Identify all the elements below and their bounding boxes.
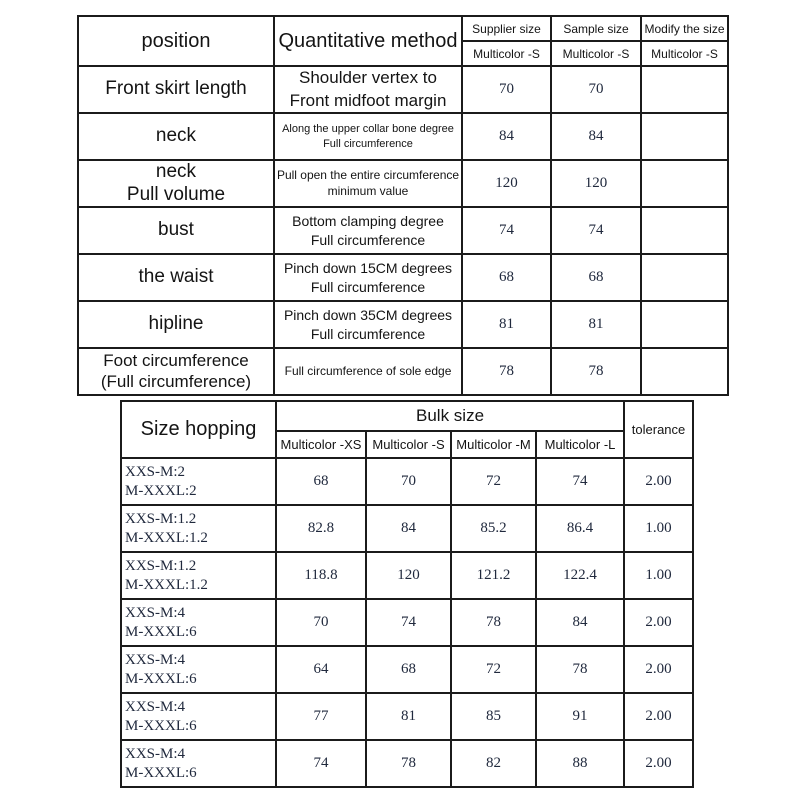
sample-value-cell: 68: [551, 254, 641, 301]
position-label: neck: [155, 125, 197, 147]
hop-label-line: M-XXXL:1.2: [125, 529, 208, 546]
position-label: the waist: [138, 266, 214, 288]
method-cell: [274, 301, 462, 348]
hop-label-cell: [121, 740, 276, 787]
position-cell: [78, 348, 274, 395]
hop-label-line: XXS-M:4: [125, 698, 186, 715]
position-cell: [78, 207, 274, 254]
sample-value-cell: 74: [551, 207, 641, 254]
position-cell: [78, 113, 274, 160]
tolerance-header: tolerance: [624, 401, 693, 458]
position-label: neck: [155, 161, 197, 183]
tolerance-value-cell: 2.00: [624, 693, 693, 740]
size-xs-value-cell: 64: [276, 646, 366, 693]
modify-value-cell: [641, 348, 728, 395]
tolerance-value-cell: 2.00: [624, 740, 693, 787]
tolerance-value-cell: 1.00: [624, 505, 693, 552]
size-s-value-cell: 81: [366, 693, 451, 740]
table-header-row: [121, 401, 693, 431]
hop-label-line: M-XXXL:6: [125, 623, 197, 640]
hop-label-line: XXS-M:4: [125, 604, 186, 621]
hop-label-cell: [121, 599, 276, 646]
size-xs-value-cell: 77: [276, 693, 366, 740]
sample-value-cell: 70: [551, 66, 641, 113]
modify-value-cell: [641, 160, 728, 207]
size-hopping-header: Size hopping: [121, 401, 276, 458]
table-row: [121, 693, 693, 740]
colorway-s-header: Multicolor -S: [366, 431, 451, 458]
sample-value-cell: 84: [551, 113, 641, 160]
bulk-size-header: Bulk size: [276, 401, 624, 431]
size-s-value-cell: 84: [366, 505, 451, 552]
modify-value-cell: [641, 113, 728, 160]
size-m-value-cell: 72: [451, 646, 536, 693]
colorway-m-header: Multicolor -M: [451, 431, 536, 458]
table-row: [78, 207, 728, 254]
table-row: [121, 599, 693, 646]
size-m-value-cell: 85: [451, 693, 536, 740]
size-l-value-cell: 86.4: [536, 505, 624, 552]
table-row: [78, 254, 728, 301]
supplier-value-cell: 70: [462, 66, 551, 113]
method-line: Full circumference: [310, 278, 426, 295]
method-line: Bottom clamping degree: [292, 213, 444, 230]
hop-label-line: XXS-M:1.2: [125, 510, 197, 527]
supplier-value-cell: 68: [462, 254, 551, 301]
modify-value-cell: [641, 254, 728, 301]
supplier-value-cell: 74: [462, 207, 551, 254]
size-s-value-cell: 78: [366, 740, 451, 787]
method-line: Along the upper collar bone degree: [282, 123, 454, 136]
hop-label-cell: [121, 505, 276, 552]
size-l-value-cell: 88: [536, 740, 624, 787]
position-cell: [78, 301, 274, 348]
method-cell: [274, 207, 462, 254]
size-l-value-cell: 84: [536, 599, 624, 646]
method-line: Shoulder vertex to: [299, 68, 437, 88]
table-row: [78, 348, 728, 395]
table-row: [121, 740, 693, 787]
modify-size-header: Modify the size: [641, 16, 728, 41]
position-label: (Full circumference): [100, 371, 252, 391]
hop-label-line: M-XXXL:6: [125, 717, 197, 734]
size-m-value-cell: 121.2: [451, 552, 536, 599]
hop-label-cell: [121, 646, 276, 693]
size-l-value-cell: 122.4: [536, 552, 624, 599]
method-line: Pinch down 15CM degrees: [283, 260, 453, 277]
position-cell: [78, 66, 274, 113]
method-cell: [274, 254, 462, 301]
supplier-size-header: Supplier size: [462, 16, 551, 41]
supplier-value-cell: 78: [462, 348, 551, 395]
table-row: [78, 66, 728, 113]
method-line: Pull open the entire circumference: [276, 167, 460, 182]
tolerance-value-cell: 2.00: [624, 599, 693, 646]
hop-label-line: XXS-M:4: [125, 651, 186, 668]
tolerance-value-cell: 1.00: [624, 552, 693, 599]
hop-label-line: M-XXXL:6: [125, 670, 197, 687]
method-line: Full circumference of sole edge: [284, 363, 452, 378]
hop-label-line: M-XXXL:6: [125, 764, 197, 781]
method-cell: [274, 66, 462, 113]
table-row: [78, 160, 728, 207]
supplier-value-cell: 81: [462, 301, 551, 348]
size-s-value-cell: 68: [366, 646, 451, 693]
position-label: Pull volume: [126, 183, 226, 205]
method-line: Full circumference: [323, 137, 413, 150]
quantitative-method-header: Quantitative method: [274, 16, 462, 66]
supplier-value-cell: 84: [462, 113, 551, 160]
hop-label-line: XXS-M:1.2: [125, 557, 197, 574]
colorway-xs-header: Multicolor -XS: [276, 431, 366, 458]
table-row: [121, 505, 693, 552]
hop-label-line: XXS-M:4: [125, 745, 186, 762]
position-label: Foot circumference: [103, 351, 249, 371]
modify-value-cell: [641, 301, 728, 348]
sample-value-cell: 78: [551, 348, 641, 395]
position-label: bust: [158, 219, 194, 241]
tolerance-value-cell: 2.00: [624, 646, 693, 693]
size-xs-value-cell: 70: [276, 599, 366, 646]
modify-value-cell: [641, 207, 728, 254]
method-line: Front midfoot margin: [289, 90, 447, 110]
sample-size-header: Sample size: [551, 16, 641, 41]
hop-label-cell: [121, 458, 276, 505]
size-xs-value-cell: 68: [276, 458, 366, 505]
position-label: hipline: [148, 313, 204, 335]
size-m-value-cell: 72: [451, 458, 536, 505]
size-s-value-cell: 70: [366, 458, 451, 505]
sample-colorway-subheader: Multicolor -S: [551, 41, 641, 66]
table-row: [121, 552, 693, 599]
size-xs-value-cell: 82.8: [276, 505, 366, 552]
supplier-value-cell: 120: [462, 160, 551, 207]
hop-label-cell: [121, 552, 276, 599]
hop-label-cell: [121, 693, 276, 740]
method-line: Full circumference: [310, 325, 426, 342]
method-line: Pinch down 35CM degrees: [283, 307, 453, 324]
tolerance-value-cell: 2.00: [624, 458, 693, 505]
method-line: Full circumference: [310, 231, 426, 248]
size-s-value-cell: 120: [366, 552, 451, 599]
method-cell: [274, 348, 462, 395]
size-l-value-cell: 78: [536, 646, 624, 693]
table-row: [121, 646, 693, 693]
table-row: [78, 301, 728, 348]
size-l-value-cell: 91: [536, 693, 624, 740]
measurement-table: [77, 15, 729, 396]
colorway-l-header: Multicolor -L: [536, 431, 624, 458]
position-header: position: [78, 16, 274, 66]
size-xs-value-cell: 74: [276, 740, 366, 787]
position-label: Front skirt length: [105, 78, 247, 100]
sample-value-cell: 81: [551, 301, 641, 348]
hop-label-line: M-XXXL:1.2: [125, 576, 208, 593]
sample-value-cell: 120: [551, 160, 641, 207]
method-cell: [274, 160, 462, 207]
size-hopping-table: [120, 400, 694, 788]
modify-colorway-subheader: Multicolor -S: [641, 41, 728, 66]
position-cell: [78, 254, 274, 301]
method-line: minimum value: [327, 183, 409, 198]
table-row: [121, 458, 693, 505]
size-l-value-cell: 74: [536, 458, 624, 505]
size-m-value-cell: 85.2: [451, 505, 536, 552]
size-m-value-cell: 82: [451, 740, 536, 787]
hop-label-line: XXS-M:2: [125, 463, 186, 480]
hop-label-line: M-XXXL:2: [125, 482, 197, 499]
method-cell: [274, 113, 462, 160]
size-m-value-cell: 78: [451, 599, 536, 646]
position-cell: [78, 160, 274, 207]
supplier-colorway-subheader: Multicolor -S: [462, 41, 551, 66]
size-xs-value-cell: 118.8: [276, 552, 366, 599]
table-row: [78, 113, 728, 160]
modify-value-cell: [641, 66, 728, 113]
table-header-row: [78, 16, 728, 41]
size-s-value-cell: 74: [366, 599, 451, 646]
